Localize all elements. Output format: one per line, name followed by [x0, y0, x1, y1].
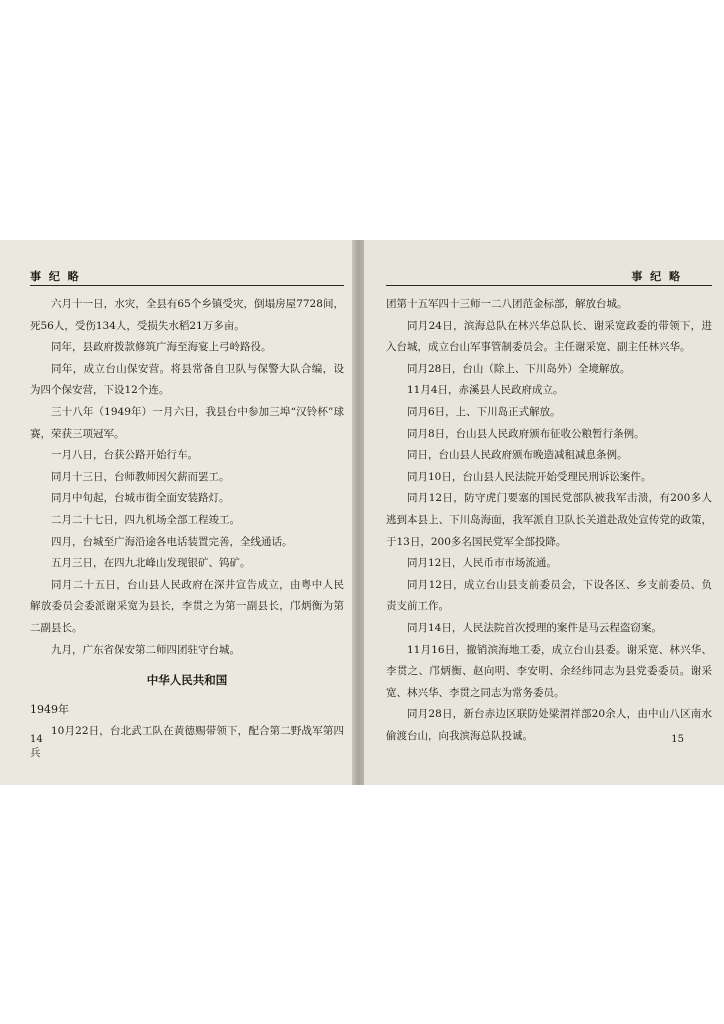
running-header: 事 纪 略 — [30, 270, 81, 283]
paragraph: 同月24日，滨海总队在林兴华总队长、谢采宽政委的带领下，进入台城，成立台山军事管制委员会。主任谢采宽、副主任林兴华。 — [386, 319, 712, 354]
paragraph: 同月12日，防守虎门要塞的国民党部队被我军击溃，有200多人逃到本县上、下川岛海面，我军派自卫队长关道赴敌处宣传党的政策，于13日，200多名国民党军全部投降。 — [386, 492, 712, 548]
page-number: 14 — [30, 734, 43, 745]
paragraph: 同月8日，台山县人民政府颁布征收公粮暂行条例。 — [407, 427, 645, 440]
paragraph: 同月28日，台山（除上、下川岛外）全境解放。 — [407, 362, 631, 375]
paragraph: 三十八年（1949年）一月六日，我县台中参加三埠“汉铃杯”球赛，荣获三项冠军。 — [30, 405, 344, 440]
paragraph: 同月28日，新台赤边区联防处梁渭祥部20余人，由中山八区南水偷渡台山，向我滨海总队投诚。 — [386, 708, 712, 742]
running-header: 事 纪 略 — [631, 270, 682, 283]
paragraph-list — [386, 316, 712, 748]
paragraph: 同年，成立台山保安营。将县常备自卫队与保警大队合编，设为四个保安营，下设12个连。 — [30, 362, 344, 397]
paragraph: 四月，台城至广海沿途各电话装置完善，全线通话。 — [51, 535, 293, 548]
paragraph: 九月，广东省保安第二师四团驻守台城。 — [51, 643, 240, 656]
paragraph: 同月6日，上、下川岛正式解放。 — [407, 405, 561, 418]
paragraph: 同月中旬起，台城市街全面安装路灯。 — [51, 492, 230, 505]
paragraph: 11月16日，撤销滨海地工委，成立台山县委。谢采宽、林兴华、李贯之、邝炳衡、赵向明、李安明、余经纬同志为县党委委员。谢采宽、林兴华、李贯之同志为常务委员。 — [386, 643, 712, 699]
paragraph: 同月12日，成立台山县支前委员会，下设各区、乡支前委员、负责支前工作。 — [386, 578, 712, 613]
paragraph: 五月三日，在四九北峰山发现银矿、钨矿。 — [51, 557, 251, 570]
paragraph-list — [30, 294, 344, 661]
paragraph: 一月八日，台获公路开始行车。 — [51, 449, 198, 462]
page-number: 15 — [671, 734, 684, 745]
right-page — [364, 240, 724, 785]
paragraph: 同月10日，台山县人民法院开始受理民刑诉讼案件。 — [407, 470, 652, 483]
left-page — [0, 240, 358, 785]
paragraph: 同月14日，人民法院首次授理的案件是马云程盗窃案。 — [407, 621, 662, 634]
continued-paragraph: 团第十五军四十三师一二八团范金标部，解放台城。 — [386, 298, 628, 310]
paragraph: 同月二十五日，台山县人民政府在深井宣告成立，由粤中人民解放委员会委派谢采宽为县长，李贯之为第一副县长，邝炳衡为第二副县长。 — [30, 578, 344, 634]
section-title: 中华人民共和国 — [146, 673, 228, 688]
paragraph: 同月十三日，台师教师因欠薪而罢工。 — [51, 470, 230, 483]
header-rule — [30, 285, 344, 286]
book-spread — [0, 240, 724, 785]
paragraph: 六月十一日，水灾，全县有65个乡镇受灾，倒塌房屋7728间，死56人，受伤134人，受损失水稻21万多亩。 — [30, 298, 344, 332]
paragraph: 11月4日，赤溪县人民政府成立。 — [407, 384, 564, 397]
paragraph: 同日，台山县人民政府颁布晚造减租减息条例。 — [407, 449, 628, 462]
paragraph: 同年，县政府拨款修筑广海至海宴上弓岭路役。 — [51, 341, 272, 354]
paragraph: 10月22日，台北武工队在黄德赐带领下，配合第二野战军第四兵 — [30, 725, 344, 759]
year-label: 1949年 — [30, 703, 69, 717]
paragraph: 二月二十七日，四九机场全部工程竣工。 — [51, 513, 240, 526]
paragraph: 同月12日，人民币市市场流通。 — [407, 557, 557, 570]
header-rule — [386, 285, 712, 286]
